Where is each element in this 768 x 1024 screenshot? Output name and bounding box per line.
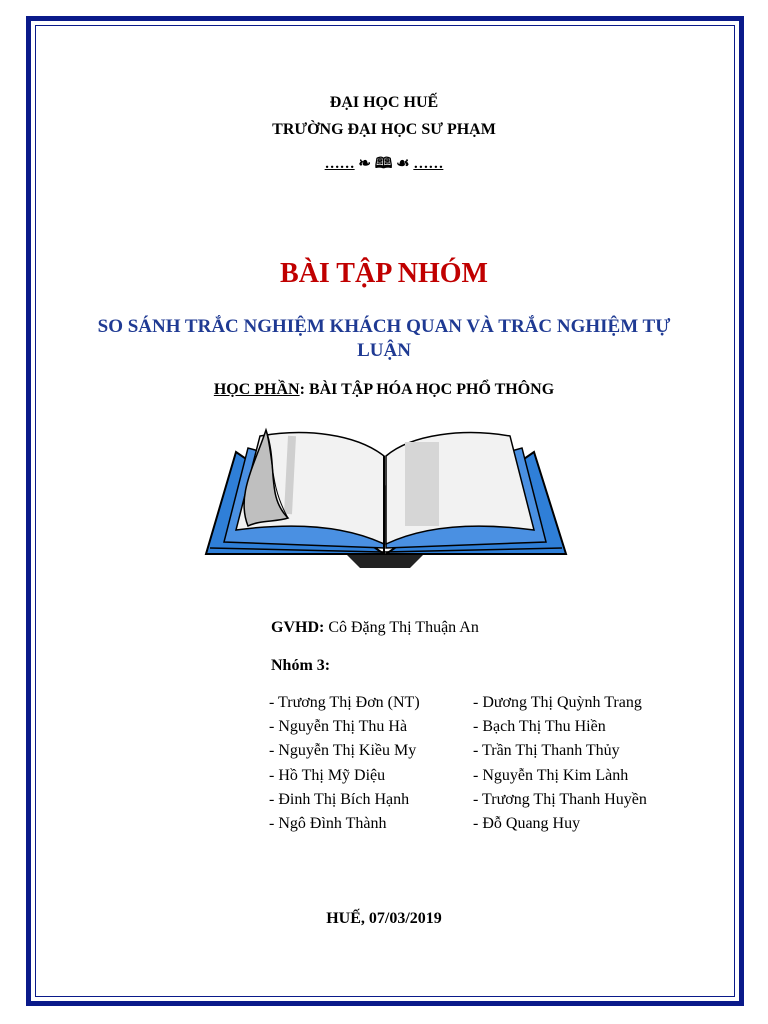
- document-date: HUẾ, 07/03/2019: [326, 910, 442, 927]
- fleuron-left-icon: ❧: [358, 156, 371, 172]
- list-item: - Đinh Thị Bích Hạnh: [269, 790, 410, 808]
- member-list-left: [269, 691, 420, 836]
- list-item: - Trần Thị Thanh Thủy: [473, 742, 620, 760]
- list-item: - Trương Thị Đơn (NT): [269, 694, 420, 711]
- member-list-right: [473, 691, 647, 836]
- university-name: ĐẠI HỌC HUẾ: [329, 94, 439, 111]
- ornament-dots-left: ……: [324, 156, 355, 172]
- fleuron-right-icon: ☙: [396, 156, 410, 172]
- list-item: - Dương Thị Quỳnh Trang: [473, 694, 642, 711]
- list-item: - Nguyễn Thị Kim Lành: [473, 766, 629, 784]
- list-item: - Đỗ Quang Huy: [473, 815, 581, 833]
- list-item: - Nguyễn Thị Kiều My: [269, 742, 417, 760]
- open-book-icon: [196, 426, 574, 572]
- school-name: TRƯỜNG ĐẠI HỌC SƯ PHẠM: [272, 121, 496, 138]
- group-label: Nhóm 3:: [271, 657, 331, 674]
- list-item: - Hồ Thị Mỹ Diệu: [269, 766, 386, 784]
- book-icon: 🕮: [374, 156, 393, 172]
- list-item: - Bạch Thị Thu Hiền: [473, 718, 606, 736]
- course-label: HỌC PHẦN: [213, 381, 300, 398]
- course-value: : BÀI TẬP HÓA HỌC PHỔ THÔNG: [299, 381, 555, 398]
- ornament-dots-right: ……: [413, 156, 444, 172]
- advisor-label: GVHD:: [271, 619, 325, 636]
- list-item: - Nguyễn Thị Thu Hà: [269, 718, 408, 736]
- document-title: BÀI TẬP NHÓM: [280, 258, 488, 289]
- ornament-divider: [0, 153, 768, 178]
- course-line: [0, 381, 768, 399]
- list-item: - Trương Thị Thanh Huyền: [473, 790, 647, 808]
- list-item: - Ngô Đình Thành: [269, 815, 387, 833]
- document-subtitle: SO SÁNH TRẮC NGHIỆM KHÁCH QUAN VÀ TRẮC NGHIỆM TỰ LUẬN: [97, 316, 671, 361]
- advisor-name: Cô Đặng Thị Thuận An: [324, 619, 479, 636]
- advisor-line: [271, 619, 479, 637]
